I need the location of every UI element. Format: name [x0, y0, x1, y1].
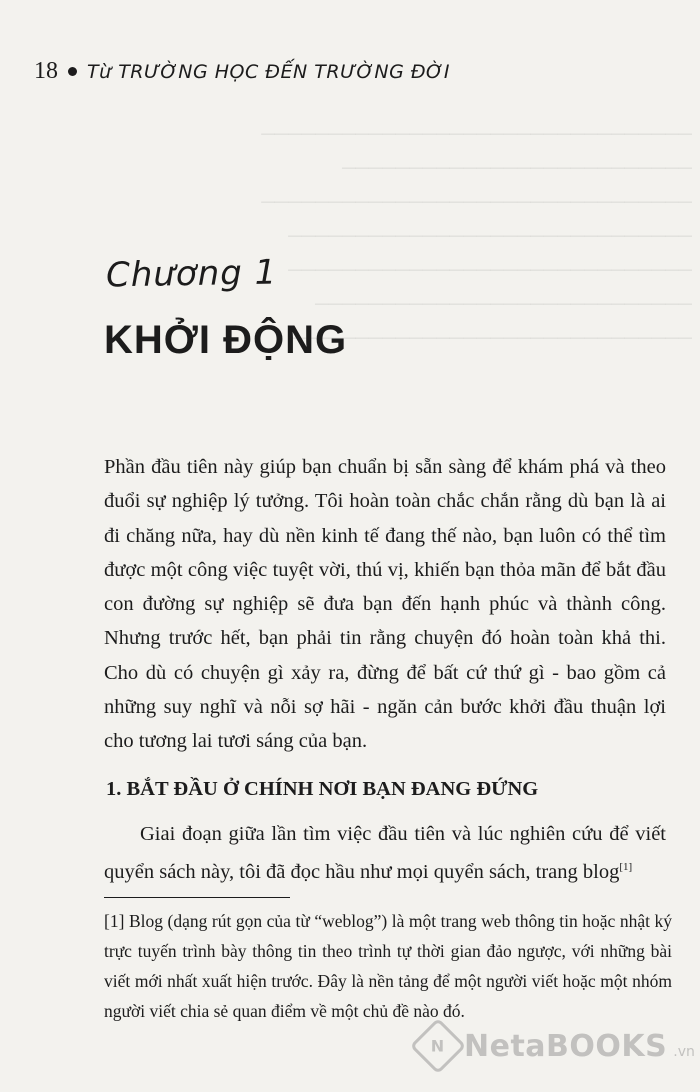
footnote [104, 906, 672, 1026]
running-title: Từ TRƯỜNG HỌC ĐẾN TRƯỜNG ĐỜI [87, 60, 451, 83]
bullet-icon [68, 67, 77, 76]
footnote-divider [104, 897, 290, 898]
footnote-marker: [1] [619, 861, 633, 873]
chapter-title: KHỞI ĐỘNG [104, 318, 348, 362]
watermark [418, 1026, 695, 1066]
running-header [34, 58, 450, 85]
section-body [104, 818, 666, 889]
intro-section [104, 450, 666, 759]
section-heading: 1. BẮT ĐẦU Ở CHÍNH NƠI BẠN ĐANG ĐỨNG [106, 778, 539, 800]
section-paragraph [104, 818, 666, 889]
page-number: 18 [34, 58, 58, 84]
footnote-text: [1] Blog (dạng rút gọn của từ “weblog”) là một trang web thông tin hoặc nhật ký trực tuyến trình bày thông tin theo trình tự thời gian đảo ngược, với những bài viết mới nhất xuất hiện trước. Đây là nền tảng để một người viết hoặc một nhóm người viết chia sẻ quan điểm về một chủ đề nào đó. [104, 911, 672, 1021]
chapter-label: Chương 1 [105, 252, 278, 296]
watermark-brand: NetaBOOKS [464, 1028, 668, 1064]
bleed-through-texture: ──────────────────────────────── ────────────────────────── ──────────────────────────────── ────────────────────────────── ────────────────────────────── ──────────────────────────── ────────────────────────────── [261, 124, 692, 349]
intro-paragraph: Phần đầu tiên này giúp bạn chuẩn bị sẵn sàng để khám phá và theo đuổi sự nghiệp lý tưởng. Tôi hoàn toàn chắc chắn rằng dù bạn là ai đi chăng nữa, hay dù nền kinh tế đang thế nào, bạn luôn có thể tìm được một công việc tuyệt vời, thú vị, khiến bạn thỏa mãn để bắt đầu con đường sự nghiệp sẽ đưa bạn đến hạnh phúc và thành công. Nhưng trước hết, bạn phải tin rằng chuyện đó hoàn toàn khả thi. Cho dù có chuyện gì xảy ra, đừng để bất cứ thứ gì - bao gồm cả những suy nghĩ và nỗi sợ hãi - ngăn cản bước khởi đầu thuận lợi cho tương lai tươi sáng của bạn. [104, 456, 666, 753]
watermark-suffix: .vn [673, 1044, 695, 1060]
section-paragraph-text: Giai đoạn giữa lần tìm việc đầu tiên và lúc nghiên cứu để viết quyển sách này, tôi đã đọc hầu như mọi quyển sách, trang blog [104, 823, 666, 883]
netabooks-logo-icon: N [410, 1018, 467, 1075]
